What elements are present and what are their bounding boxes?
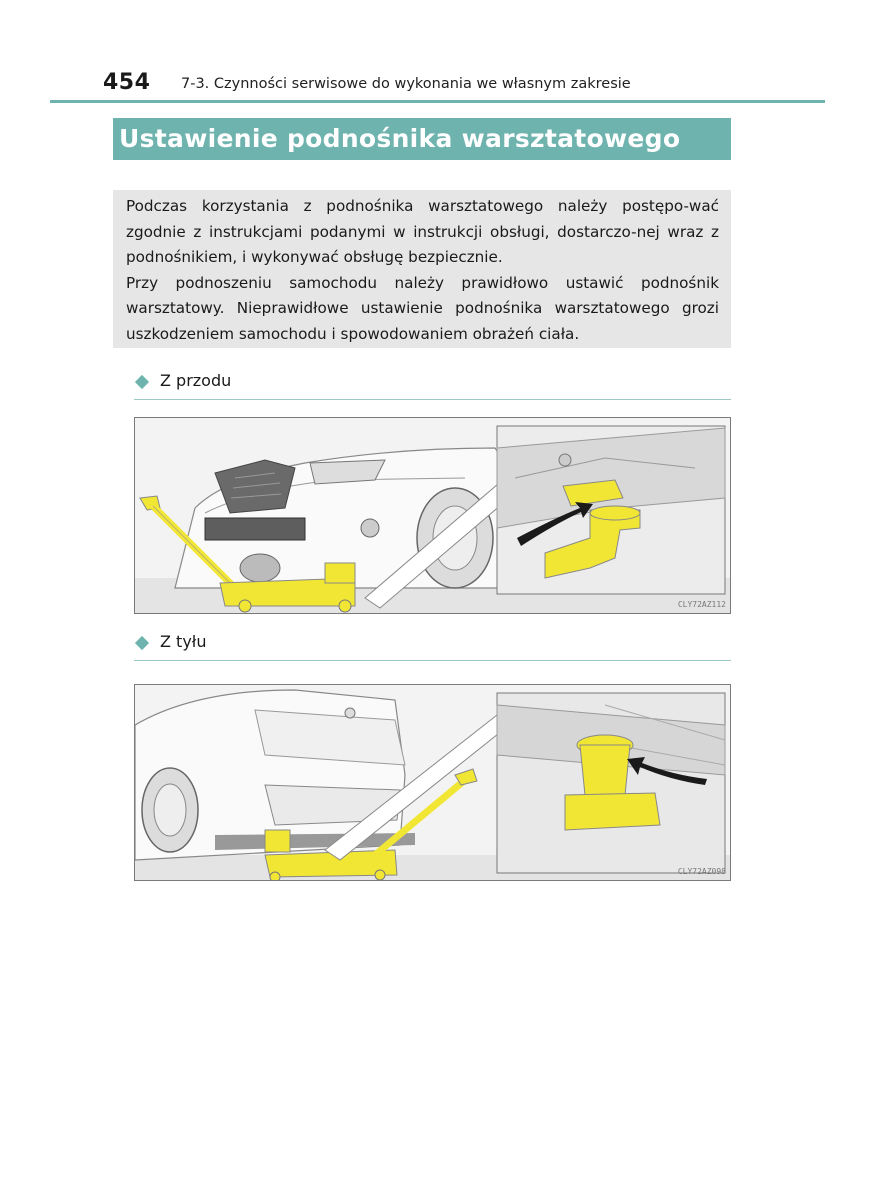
figure-front-code: CLY72AZ112 xyxy=(677,600,726,609)
page-number: 454 xyxy=(103,70,151,95)
rear-jack-illustration xyxy=(135,685,731,881)
notice-box xyxy=(113,190,731,348)
notice-paragraph-1: Podczas korzystania z podnośnika warsztatowego należy postępo-wać zgodnie z instrukcjami podanymi w instrukcji obsługi, dostarczo-nej wraz z podnośnikiem, i wykonywać obsługę bezpiecznie. xyxy=(126,197,719,267)
subsection-rear-label: Z tyłu xyxy=(160,632,207,651)
front-jack-illustration xyxy=(135,418,731,614)
figure-rear-code: CLY72AZ098 xyxy=(677,867,726,876)
subsection-front-label: Z przodu xyxy=(160,371,232,390)
diamond-bullet-icon xyxy=(135,375,149,389)
section-title: Ustawienie podnośnika warsztatowego xyxy=(113,118,731,160)
diamond-bullet-icon xyxy=(135,636,149,650)
subsection-front xyxy=(134,369,731,400)
notice-paragraph-2: Przy podnoszeniu samochodu należy prawidłowo ustawić podnośnik warsztatowy. Nieprawidłowe ustawienie podnośnika warsztatowego grozi uszkodzeniem samochodu i spowodowaniem obrażeń ciała. xyxy=(126,273,719,343)
page-header xyxy=(103,70,803,100)
chapter-title: 7-3. Czynności serwisowe do wykonania we własnym zakresie xyxy=(181,76,631,92)
subsection-rear xyxy=(134,630,731,661)
figure-rear-jack xyxy=(134,684,731,881)
figure-front-jack xyxy=(134,417,731,614)
header-divider xyxy=(50,100,825,103)
